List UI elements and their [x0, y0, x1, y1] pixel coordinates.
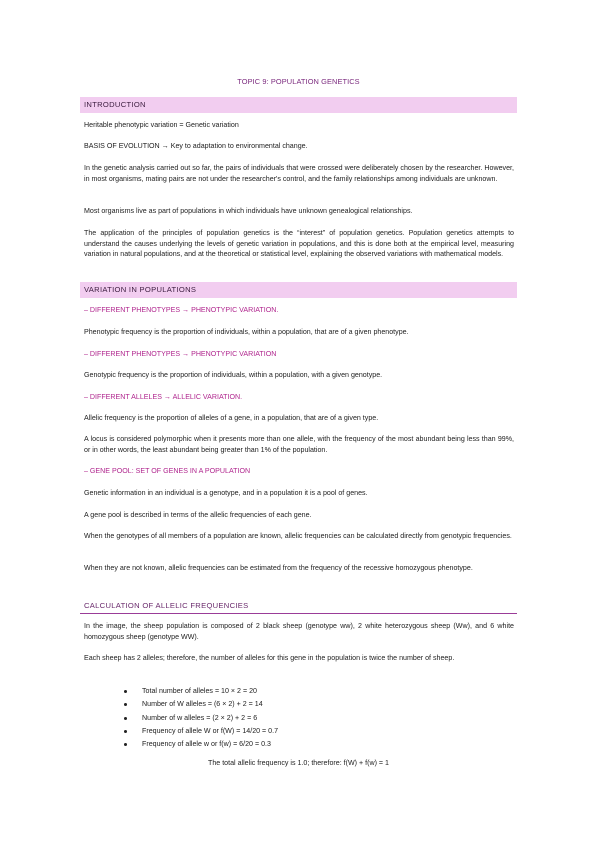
subheading: – DIFFERENT ALLELES → ALLELIC VARIATION.	[84, 393, 243, 401]
section-heading-introduction: INTRODUCTION	[80, 97, 517, 113]
document-title: TOPIC 9: POPULATION GENETICS	[237, 77, 360, 86]
list-item	[124, 698, 278, 711]
paragraph: Most organisms live as part of populations in which individuals have unknown genealogical relationships.	[84, 207, 413, 215]
paragraph: Phenotypic frequency is the proportion of individuals, within a population, that are of a given phenotype.	[84, 328, 409, 336]
list-item	[124, 712, 278, 725]
list-item-text: Frequency of allele w or f(w) = 6/20 = 0.3	[142, 740, 271, 749]
list-item	[124, 685, 278, 698]
bullet-icon	[124, 730, 127, 733]
list-item	[124, 738, 278, 751]
subheading: – DIFFERENT PHENOTYPES → PHENOTYPIC VARIATION.	[84, 306, 279, 314]
calculation-list	[124, 685, 278, 751]
paragraph: A locus is considered polymorphic when it presents more than one allele, with the frequency of the most abundant being less than 99%, or in other words, the least abundant being greater than 1% of the population.	[84, 435, 514, 454]
list-item-text: Frequency of allele W or f(W) = 14/20 = 0.7	[142, 726, 279, 735]
section-heading-calculation: CALCULATION OF ALLELIC FREQUENCIES	[80, 598, 517, 614]
paragraph: Each sheep has 2 alleles; therefore, the number of alleles for this gene in the population is twice the number of sheep.	[84, 654, 455, 662]
paragraph: In the genetic analysis carried out so far, the pairs of individuals that were crossed were deliberately chosen by the researcher. However, in most organisms, mating pairs are not under the researcher's control, and the family relationships among individuals are unknown.	[84, 164, 514, 183]
section-heading-variation: VARIATION IN POPULATIONS	[80, 282, 517, 298]
paragraph: When they are not known, allelic frequencies can be estimated from the frequency of the recessive homozygous phenotype.	[84, 564, 473, 572]
subheading: – GENE POOL: SET OF GENES IN A POPULATION	[84, 467, 251, 475]
list-item-text: Total number of alleles = 10 × 2 = 20	[142, 687, 257, 695]
paragraph: In the image, the sheep population is composed of 2 black sheep (genotype ww), 2 white heterozygous sheep (Ww), and 6 white homozygous sheep (genotype WW).	[84, 622, 514, 641]
paragraph: When the genotypes of all members of a population are known, allelic frequencies can be calculated directly from genotypic frequencies.	[84, 532, 512, 540]
bullet-icon	[124, 703, 127, 706]
paragraph: The application of the principles of population genetics is the “interest” of population genetics. Population genetics attempts to understand the causes underlying the levels of genetic variation in populations, and this is done both at the empirical level, measuring variation in natural populations, and at the theoretical or statistical level, explaining the observed variations with mathematical models.	[84, 229, 514, 258]
paragraph: A gene pool is described in terms of the allelic frequencies of each gene.	[84, 511, 312, 519]
list-item-text: Number of w alleles = (2 × 2) + 2 = 6	[142, 713, 258, 722]
subheading: – DIFFERENT PHENOTYPES → PHENOTYPIC VARIATION	[84, 350, 277, 358]
list-item	[124, 725, 278, 738]
paragraph: Allelic frequency is the proportion of alleles of a gene, in a population, that are of a given type.	[84, 414, 379, 422]
list-item-text: Number of W alleles = (6 × 2) + 2 = 14	[142, 700, 263, 709]
bullet-icon	[124, 690, 127, 693]
bullet-icon	[124, 717, 127, 720]
bullet-icon	[124, 743, 127, 746]
paragraph: Genotypic frequency is the proportion of individuals, within a population, with a given genotype.	[84, 371, 383, 379]
paragraph: Genetic information in an individual is a genotype, and in a population it is a pool of genes.	[84, 489, 368, 497]
paragraph: Heritable phenotypic variation = Genetic variation	[84, 121, 239, 129]
paragraph: BASIS OF EVOLUTION → Key to adaptation to environmental change.	[84, 142, 308, 150]
total-frequency-note: The total allelic frequency is 1.0; therefore: f(W) + f(w) = 1	[208, 759, 389, 767]
